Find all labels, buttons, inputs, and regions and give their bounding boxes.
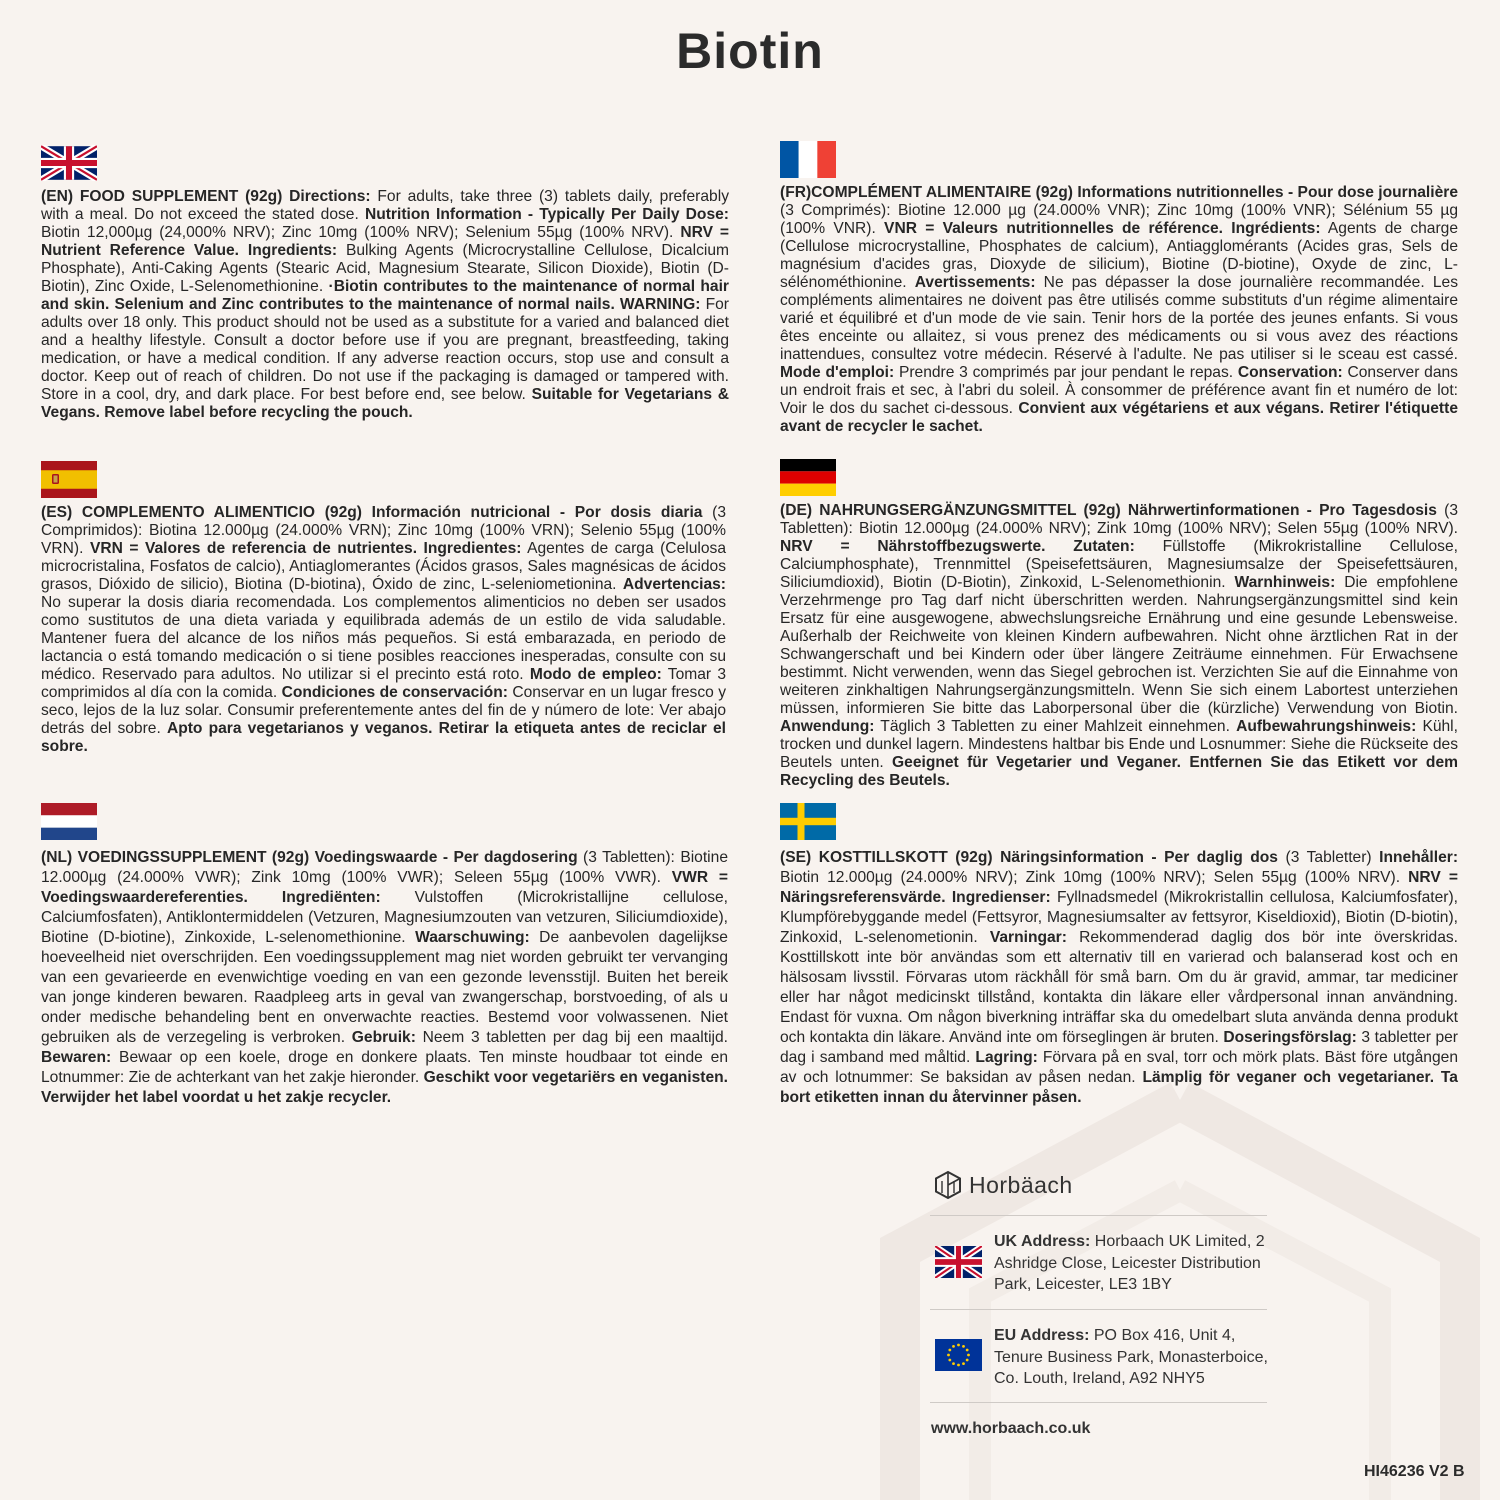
france-flag-icon: [780, 141, 836, 178]
divider: [930, 1215, 1267, 1216]
section-nl-text: (3 Tabletten): Biotine 12.000µg (24.000% VWR); Zink 10mg (100% VWR); Seleen 55µg (100% VWR).: [41, 849, 728, 886]
section-nl-text: Bewaren:: [41, 1049, 112, 1066]
section-fr-text: Convient aux végétariens et aux végans. Retirer l'étiquette avant de recycler le sachet.: [780, 400, 1458, 435]
section-es-text: Apto para vegetarianos y veganos. Retirar la etiqueta antes de reciclar el sobre.: [41, 720, 726, 755]
section-se-text: Varningar:: [989, 929, 1067, 946]
section-de-text: Kühl, trocken und dunkel lagern. Mindestens haltbar bis Ende und Losnummer: Siehe die Rückseite des Beutels unten.: [780, 718, 1458, 771]
germany-flag-icon: [780, 459, 836, 496]
section-nl-text: Neem 3 tabletten per dag bij een maaltijd.: [415, 1029, 728, 1046]
eu-star: [957, 1364, 960, 1367]
horbaach-logo-icon: [933, 1170, 963, 1200]
section-fr-text: Avertissements:: [914, 274, 1036, 291]
eu-star: [948, 1349, 951, 1352]
eu-address-label: EU Address:: [994, 1327, 1090, 1344]
eu-address-text: PO Box 416, Unit 4, Tenure Business Park, Monasterboice, Co. Louth, Ireland, A92 NHY5: [994, 1327, 1268, 1387]
section-nl-text: VWR = Voedingswaardereferenties. Ingrediënten:: [41, 869, 728, 906]
section-nl-text: Gebruik:: [351, 1029, 416, 1046]
uk-address: [994, 1231, 1284, 1296]
section-fr-text: (3 Comprimés): Biotine 12.000 µg (24.000% VNR); Zinc 10mg (100% VNR); Sélénium 55 µg (100% VNR).: [780, 202, 1458, 237]
section-se-text: 3 tabletter per dag i samband med måltid.: [780, 1029, 1458, 1066]
section-nl-text: Waarschuwing:: [415, 929, 530, 946]
page-title: Biotin: [676, 23, 824, 79]
section-se-text: (SE) KOSTTILLSKOTT (92g) Näringsinformation - Per daglig dos: [780, 849, 1278, 866]
section-fr-text: Ne pas dépasser la dose journalière recommandée. Les compléments alimentaires ne doivent pas être utilisés comme substituts d'un régime alimentaire varié et équilibré et d'un mode de vie sain. Tenir hors de la portée des jeunes enfants. Si vous êtes enceinte ou allaitez, si vous prenez des médicaments ou si vous avez des réactions inattendues, consultez votre médecin. Réservé à l'adulte. Ne pas utiliser si le sceau est cassé.: [780, 274, 1458, 363]
brand-name: Horbäach: [969, 1171, 1073, 1198]
section-de-text: Füllstoffe (Mikrokristalline Cellulose, Calciumphosphate), Trennmittel (Speisefettsäuren, Magnesiumsalze der Speisefettsäuren, Siliciumdioxid), Biotin (D-Biotin), Zinkoxid, L-Selenomethionin.: [780, 538, 1458, 591]
eu-star: [967, 1354, 970, 1357]
eu-star: [962, 1362, 965, 1365]
section-es-text: Modo de empleo:: [529, 666, 662, 683]
section-se-text: Lagring:: [975, 1049, 1038, 1066]
section-se-text: Innehåller:: [1379, 849, 1459, 866]
section-nl-text: Geschikt voor vegetariërs en veganisten. Verwijder het label voordat u het zakje recycler.: [41, 1069, 728, 1106]
section-fr-text: VNR = Valeurs nutritionnelles de référence. Ingrédients:: [884, 220, 1321, 237]
section-en-text: (EN) FOOD SUPPLEMENT (92g) Directions:: [41, 188, 371, 205]
section-se-text: Rekommenderad daglig dos bör inte överskridas. Kosttillskott inte bör användas som ett alternativ till en varierad och balanserad kost och en hälsosam livsstil. Förvaras utom räckhåll för små barn. Om du är gravid, ammar, tar mediciner eller har något medicinskt tillstånd, kontakta din läkare eller vårdpersonal innan användning. Endast för vuxna. Om någon biverkning inträffar ska du omedelbart sluta använda denna produkt och kontakta din läkare. Använd inte om förseglingen är bruten.: [780, 929, 1459, 1046]
section-de-text: Geeignet für Vegetarier und Veganer. Entfernen Sie das Etikett vor dem Recycling des Beutels.: [780, 754, 1458, 789]
section-fr: [780, 184, 1458, 436]
section-en: [41, 188, 729, 422]
section-es-text: No superar la dosis diaria recomendada. Los complementos alimenticios no deben ser usados como sustitutos de una dieta variada y equilibrada además de un estilo de vida saludable. Mantener fuera del alcance de los niños más pequeños. Si está embarazada, en periodo de lactancia o está tomando medicación o si tiene posibles reacciones inesperadas, consulte con su médico. Reservado para adultos. No utilizar si el precinto está roto.: [41, 594, 726, 683]
section-en-text: ·Biotin contributes to the maintenance of normal hair and skin. Selenium and Zinc contributes to the maintenance of normal nails. WARNING:: [41, 278, 729, 313]
section-se: [780, 848, 1458, 1108]
section-en-text: For adults, take three (3) tablets daily, preferably with a meal. Do not exceed the stated dose.: [41, 188, 729, 223]
brand-logo: [933, 1170, 1073, 1200]
website-link[interactable]: www.horbaach.co.uk: [931, 1420, 1091, 1437]
section-de: [780, 502, 1458, 790]
section-es-text: (3 Comprimidos): Biotina 12.000µg (24.000% VRN); Zinc 10mg (100% VRN); Selenio 55µg (100% VRN).: [41, 504, 727, 557]
section-fr-text: Conserver dans un endroit frais et sec, à l'abri du soleil. À consommer de préférence avant fin et numéro de lot: Voir le dos du sachet ci-dessous.: [780, 364, 1458, 417]
section-se-text: Förvara på en sval, torr och mörk plats. Bäst före utgången av och lotnummer: Se baksidan av påsen nedan.: [780, 1049, 1458, 1086]
section-nl-text: Bewaar op een koele, droge en donkere plaats. Ten minste houdbaar tot einde en Lotnummer: Zie de achterkant van het zakje hieronder.: [41, 1049, 728, 1086]
section-es-text: Agentes de carga (Celulosa microcristalina, Fosfatos de calcio), Antiaglomerantes (Ácidos grasos, Sales magnésicas de ácidos grasos, Dióxido de silicio), Biotina (D-biotina), Óxido de zinc, L-seleniometionina.: [41, 540, 726, 593]
section-de-text: (3 Tabletten): Biotin 12.000µg (24.000% NRV); Zink 10mg (100% NRV); Selen 55µg (100% NRV).: [780, 502, 1458, 537]
section-es: [41, 504, 726, 756]
section-se-text: Lämplig för veganer och vegetarianer. Ta bort etiketten innan du återvinner påsen.: [780, 1069, 1458, 1106]
eu-address: [994, 1325, 1284, 1390]
eu-star: [952, 1362, 955, 1365]
section-es-text: (ES) COMPLEMENTO ALIMENTICIO (92g) Información nutricional - Por dosis diaria: [41, 504, 703, 521]
section-fr-text: Mode d'emploi:: [780, 364, 895, 381]
section-de-text: Aufbewahrungshinweis:: [1236, 718, 1417, 735]
section-fr-text: Agents de charge (Cellulose microcrystalline, Phosphates de calcium), Antiagglomérants (Acides gras, Sels de magnésium d'acides gras, Dioxyde de silicium), Biotine (D-biotine), Oxyde de zinc, L-sélénométhionine.: [780, 220, 1458, 291]
section-se-text: Fyllnadsmedel (Mikrokristallin cellulosa, Kalciumfosfater), Klumpförebyggande medel (Fettsyror, Magnesiumsalter av fettsyror, Kiseldioxid), Biotin (D-biotin), Zinkoxid, L-selenometionin.: [780, 889, 1459, 946]
section-de-text: Anwendung:: [780, 718, 875, 735]
section-de-text: (DE) NAHRUNGSERGÄNZUNGSMITTEL (92g) Nährwertinformationen - Pro Tagesdosis: [780, 502, 1437, 519]
section-de-text: Die empfohlene Verzehrmenge pro Tag darf nicht überschritten werden. Nahrungsergänzungsmittel sind kein Ersatz für eine ausgewogene, abwechslungsreiche Ernährung und eine gesunde Lebensweise. Außerhalb der Reichweite von kleinen Kindern aufbewahren. Nicht ohne ärztlichen Rat in der Schwangerschaft und bei Kindern oder über längere Zeiträume einnehmen. Für Erwachsene bestimmt. Nicht verwenden, wenn das Siegel gebrochen ist. Verzichten Sie auf die Einnahme von weiteren zinkhaltigen Nahrungsergänzungsmitteln. Wenn Sie sich einem Labortest unterziehen müssen, informieren Sie bitte das Laborpersonal über die (kürzliche) Verwendung von Biotin.: [780, 574, 1458, 717]
product-code: HI46236 V2 B: [1364, 1463, 1465, 1480]
section-es-text: Condiciones de conservación:: [281, 684, 508, 701]
section-en-text: NRV = Nutrient Reference Value. Ingredients:: [41, 224, 729, 259]
spain-flag-icon: [41, 461, 97, 498]
section-es-text: Advertencias:: [622, 576, 726, 593]
eu-star: [952, 1345, 955, 1348]
eu-star: [957, 1344, 960, 1347]
section-es-text: Tomar 3 comprimidos al día con la comida.: [41, 666, 726, 701]
netherlands-flag-icon: [41, 803, 97, 840]
section-es-text: VRN = Valores de referencia de nutrientes. Ingredientes:: [89, 540, 522, 557]
section-es-text: Conservar en un lugar fresco y seco, lejos de la luz solar. Consumir preferentemente antes del fin de y número de lote: Ver abajo detrás del sobre.: [41, 684, 726, 737]
divider: [930, 1309, 1267, 1310]
section-nl-text: Vulstoffen (Microkristallijne cellulose, Calciumfosfaten), Antiklontermiddelen (Vetzuren, Magnesiumzouten van vetzuren, Siliciumdioxide), Biotine (D-biotine), Zinkoxide, L-selenomethionine.: [41, 889, 729, 946]
section-nl-text: (NL) VOEDINGSSUPPLEMENT (92g) Voedingswaarde - Per dagdosering: [41, 849, 578, 866]
section-fr-text: Prendre 3 comprimés par jour pendant le repas.: [894, 364, 1238, 381]
eu-flag-icon: [935, 1339, 982, 1371]
section-fr-text: (FR)COMPLÉMENT ALIMENTAIRE (92g) Informations nutritionnelles - Pour dose journalière: [780, 184, 1458, 201]
uk-flag-icon: [935, 1246, 982, 1278]
uk-flag-icon: [41, 145, 97, 181]
section-en-text: Bulking Agents (Microcrystalline Cellulose, Dicalcium Phosphate), Anti-Caking Agents (Stearic Acid, Magnesium Stearate, Silicon Dioxide), Biotin (D-Biotin), Zinc Oxide, L-Selenomethionine.: [41, 242, 729, 295]
section-se-text: Biotin 12.000µg (24.000% NRV); Zink 10mg (100% NRV); Selen 55µg (100% NRV).: [780, 869, 1409, 886]
section-de-text: NRV = Nährstoffbezugswerte. Zutaten:: [780, 538, 1135, 555]
section-en-text: Biotin 12,000µg (24,000% NRV); Zinc 10mg (100% NRV); Selenium 55µg (100% NRV).: [41, 224, 681, 241]
section-se-text: NRV = Näringsreferensvärde. Ingredienser:: [780, 869, 1458, 906]
uk-address-label: UK Address:: [994, 1233, 1091, 1250]
section-nl-text: De aanbevolen dagelijkse hoeveelheid niet overschrijden. Een voedingssupplement mag niet worden gebruikt ter vervanging van een gevarieerde en evenwichtige voeding en van een gezonde levensstijl. Buiten het bereik van jonge kinderen bewaren. Raadpleeg arts in geval van zwangerschap, borstvoeding, of als u onder medische behandeling bent en onverwachte reacties. Bestemd voor volwassenen. Niet gebruiken als de verzegeling is verbroken.: [41, 929, 728, 1046]
section-fr-text: Conservation:: [1237, 364, 1343, 381]
section-en-text: Suitable for Vegetarians & Vegans. Remove label before recycling the pouch.: [41, 386, 730, 421]
section-se-text: (3 Tabletter): [1277, 849, 1380, 866]
eu-star: [966, 1349, 969, 1352]
section-en-text: For adults over 18 only. This product should not be used as a substitute for a varied and balanced diet and a healthy lifestyle. Consult a doctor before use if you are pregnant, breastfeeding, taking medication, or have a medical condition. If any adverse reaction occurs, stop use and consult a doctor. Keep out of reach of children. Do not use if the packaging is damaged or tampered with. Store in a cool, dry, and dark place. For best before end, see below.: [41, 296, 729, 403]
eu-star: [966, 1359, 969, 1362]
section-nl: [41, 848, 728, 1108]
section-se-text: Doseringsförslag:: [1223, 1029, 1357, 1046]
section-de-text: Täglich 3 Tabletten zu einer Mahlzeit einnehmen.: [874, 718, 1237, 735]
divider: [930, 1402, 1267, 1403]
sweden-flag-icon: [780, 803, 836, 840]
uk-address-text: Horbaach UK Limited, 2 Ashridge Close, Leicester Distribution Park, Leicester, LE3 1BY: [994, 1233, 1265, 1293]
eu-star: [962, 1345, 965, 1348]
eu-star: [947, 1354, 950, 1357]
section-en-text: Nutrition Information - Typically Per Daily Dose:: [364, 206, 729, 223]
section-de-text: Warnhinweis:: [1234, 574, 1336, 591]
eu-star: [948, 1359, 951, 1362]
